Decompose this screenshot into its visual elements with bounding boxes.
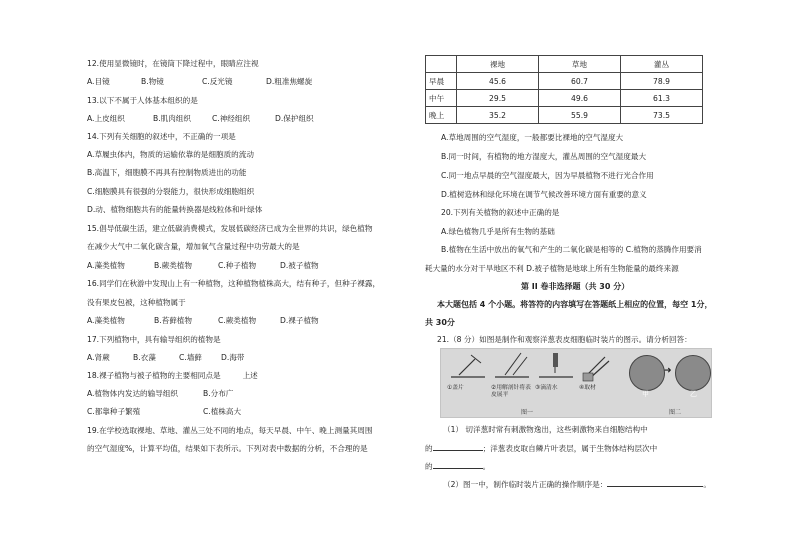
q21-stem: 21.（8 分）如图是制作和观察洋葱表皮细胞临时装片的图示。请分析回答： [437, 335, 692, 344]
q17-option-c: C.墙藓 [179, 353, 202, 362]
section-title: 第 II 卷非选择题（共 30 分） [521, 282, 630, 291]
table-cell: 61.3 [621, 90, 703, 107]
q21-sub1-line3-prefix: 的 [425, 462, 433, 471]
table-row-label: 中午 [426, 90, 457, 107]
cell-view-jia [629, 355, 665, 391]
q21-sub1-line2 [425, 442, 657, 454]
figure-2-caption: 图二 [669, 409, 682, 416]
q19-option-b: B.同一时间，有植物的地方湿度大，灌丛周围的空气湿度最大 [441, 152, 647, 161]
q18-option-c: C.都靠种子繁殖 [87, 407, 141, 416]
figure-step-4-label: ④取材 [579, 385, 596, 391]
q16-line1: 16.同学们在秋游中发现山上有一种植物，这种植物植株高大，结有种子，但种子裸露， [87, 279, 381, 288]
cell-view-yi [675, 355, 711, 391]
q21-sub2-end: 。 [703, 480, 711, 489]
q18-option-d: C.植株高大 [203, 407, 242, 416]
q18-option-a: A.植物体内发达的输导组织 [87, 389, 179, 398]
table-row [426, 107, 703, 124]
q20-line3: 耗大量的水分对干旱地区不利 D.被子植物是地球上所有生物能量的最终来源 [425, 264, 679, 273]
table-corner-cell [426, 56, 457, 73]
q18-stem [87, 370, 258, 381]
figure-step-2-label: ②用解剖针将表皮展平 [491, 385, 531, 398]
dissecting-needle-icon [491, 349, 531, 383]
q15-line1: 15.倡导低碳生活，建立低碳消费模式，发展低碳经济已成为全世界的共识，绿色植物 [87, 224, 373, 233]
q19-option-c: C.同一地点早晨的空气湿度最大，因为早晨植物不进行光合作用 [441, 171, 654, 180]
q21-sub1-line2-prefix: 的 [425, 444, 433, 453]
table-cell: 55.9 [539, 107, 621, 124]
q19-option-a: A.草地周围的空气湿度，一般都要比裸地的空气湿度大 [441, 133, 624, 142]
q13-option-b: B.肌肉组织 [153, 114, 191, 123]
table-header-row [426, 56, 703, 73]
section-instructions: 本大题包括 4 个小题。将答符的内容填写在答题纸上相应的位置，每空 1分， [437, 300, 713, 309]
q16-option-a: A.藻类植物 [87, 316, 125, 325]
q12-option-b: B.物镜 [141, 77, 164, 86]
table-cell: 73.5 [621, 107, 703, 124]
q12-option-a: A.目镜 [87, 77, 110, 86]
figure-1-caption: 图一 [521, 409, 534, 416]
table-header-cell: 灌丛 [621, 56, 703, 73]
answer-blank-3[interactable] [607, 478, 703, 487]
arrow-icon: ➜ [664, 366, 672, 376]
q16-option-d: D.裸子植物 [280, 316, 319, 325]
q15-line2: 在减少大气中二氧化碳含量，增加氧气含量过程中功劳最大的是 [87, 242, 300, 251]
q16-option-c: C.蕨类植物 [218, 316, 257, 325]
figure-step-1 [447, 349, 489, 417]
q19-line1: 19.在学校选取裸地、草地、灌丛三处不同的地点，每天早晨、中午、晚上测量其周围 [87, 426, 373, 435]
table-row [426, 90, 703, 107]
q17-option-a: A.肾蕨 [87, 353, 110, 362]
cover-slip-icon [447, 349, 487, 383]
humidity-table [425, 55, 703, 124]
table-cell: 49.6 [539, 90, 621, 107]
figure-step-1-label: ①盖片 [447, 385, 464, 391]
q21-sub1-line3 [425, 460, 490, 472]
table-cell: 78.9 [621, 73, 703, 90]
figure-step-4 [579, 349, 621, 417]
q14-option-c: C.细胞膜具有很强的分裂能力，很快形成细胞组织 [87, 187, 255, 196]
q16-line2: 没有果皮包被，这种植物属于 [87, 298, 186, 307]
q19-option-d: D.植树造林和绿化环境在调节气候改善环境方面有重要的意义 [441, 190, 647, 199]
q13-option-c: C.神经组织 [212, 114, 251, 123]
q20-stem: 20.下列有关植物的叙述中正确的是 [441, 208, 560, 217]
table-cell: 35.2 [457, 107, 539, 124]
q13-option-a: A.上皮组织 [87, 114, 125, 123]
table-cell: 29.5 [457, 90, 539, 107]
q18-option-b: B.分布广 [203, 389, 234, 398]
q21-sub2-text: （2）图一中，制作临时装片正确的操作顺序是： [443, 480, 608, 489]
q13-option-d: D.保护组织 [275, 114, 314, 123]
q15-option-d: D.被子植物 [280, 261, 319, 270]
q13-stem: 13.以下不属于人体基本组织的是 [87, 96, 198, 105]
q18-stem-text: 18.裸子植物与被子植物的主要相同点是 [87, 371, 221, 380]
table-cell: 45.6 [457, 73, 539, 90]
table-row-label: 早晨 [426, 73, 457, 90]
q15-option-c: C.种子植物 [218, 261, 257, 270]
q12-option-c: C.反光镜 [202, 77, 233, 86]
q15-option-a: A.藻类植物 [87, 261, 125, 270]
table-row-label: 晚上 [426, 107, 457, 124]
q21-sub2 [443, 478, 711, 490]
tweezers-icon [579, 349, 619, 383]
cell-view-jia-label: 甲 [642, 390, 649, 398]
figure-step-3-label: ③滴清水 [535, 385, 558, 391]
q17-option-b: B.衣藻 [133, 353, 156, 362]
q14-option-d: D.动、植物细胞共有的能量转换器是线粒体和叶绿体 [87, 205, 263, 214]
q21-sub1-line1: （1） 切洋葱时常有刺激物逸出，这些刺激物来自细胞结构中 [443, 425, 648, 434]
table-header-cell: 草地 [539, 56, 621, 73]
q19-line2: 的空气湿度%，计算平均值，结果如下表所示。下列对表中数据的分析，不合理的是 [87, 444, 368, 453]
q12-stem: 12.使用显微镜时，在镜筒下降过程中，眼睛应注视 [87, 59, 259, 68]
q21-sub1-line2-text: ；洋葱表皮取自鳞片叶表层，属于生物体结构层次中 [482, 444, 658, 453]
q14-option-a: A.草履虫体内，物质的运输依靠的是细胞质的流动 [87, 150, 254, 159]
q17-stem: 17.下列植物中，具有输导组织的植物是 [87, 335, 221, 344]
q16-option-b: B.苔藓植物 [154, 316, 192, 325]
table-cell: 60.7 [539, 73, 621, 90]
slide-preparation-figure [440, 348, 712, 418]
q14-option-b: B.高温下，细胞膜不再具有控制物质进出的功能 [87, 168, 247, 177]
table-header-cell: 裸地 [457, 56, 539, 73]
q18-stem-tail: 上述 [242, 371, 258, 380]
q12-option-d: D.粗准焦螺旋 [266, 77, 313, 86]
section-instructions-2: 共 30分 [425, 318, 455, 327]
q20-option-b: B.植物在生活中放出的氧气和产生的二氧化碳是相等的 C.植物的蒸腾作用要消 [441, 245, 702, 254]
answer-blank-1[interactable] [433, 442, 483, 451]
q21-sub1-line3-end: 。 [482, 462, 491, 471]
answer-blank-2[interactable] [433, 460, 483, 469]
q17-option-d: D.海带 [221, 353, 245, 362]
table-row [426, 73, 703, 90]
dropper-icon [535, 349, 575, 383]
q15-option-b: B.蕨类植物 [154, 261, 192, 270]
cell-view-yi-label: 乙 [690, 390, 697, 398]
figure-step-3 [535, 349, 577, 417]
q20-option-a: A.绿色植物几乎是所有生物的基础 [441, 227, 555, 236]
q14-stem: 14.下列有关细胞的叙述中，不正确的一项是 [87, 132, 236, 141]
